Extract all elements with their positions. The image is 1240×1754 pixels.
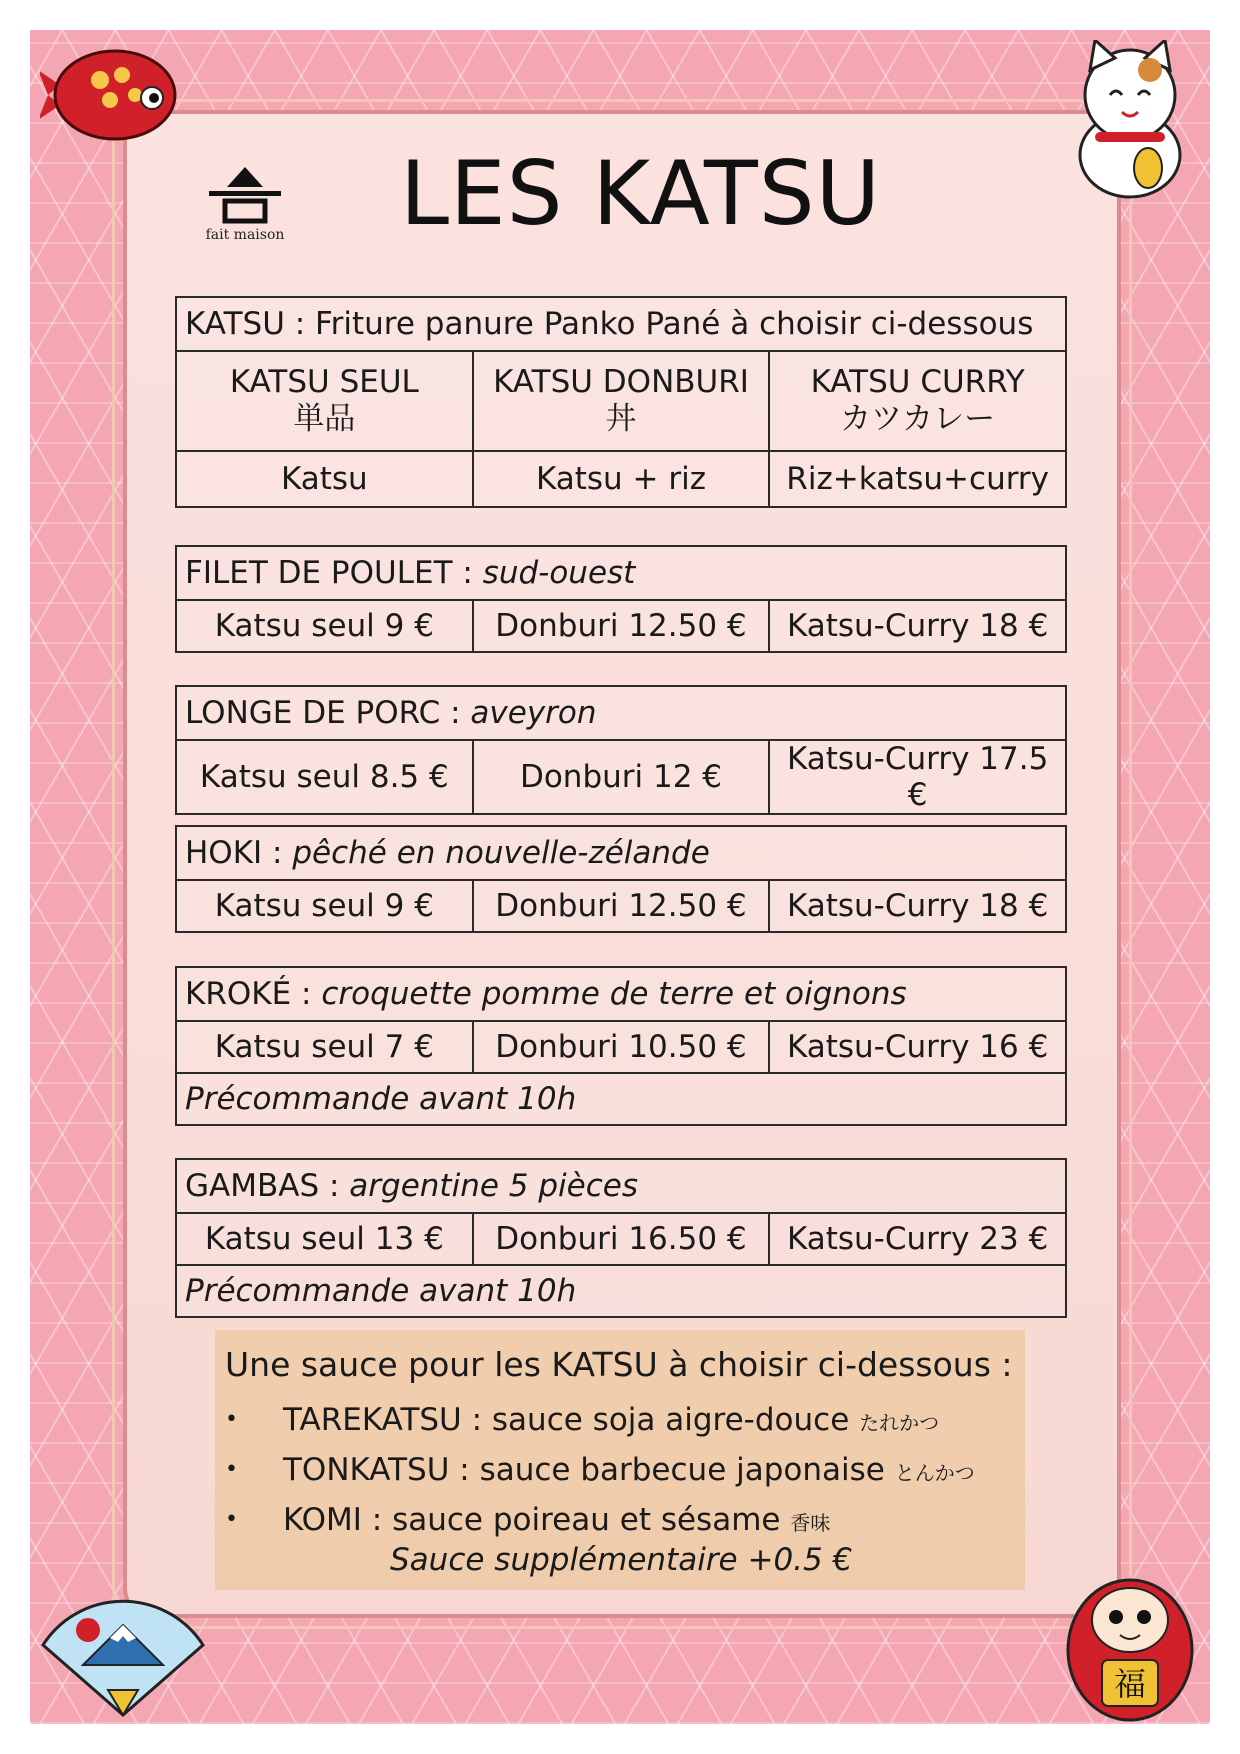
sauce-title: Une sauce pour les KATSU à choisir ci-dessous : [225, 1345, 1013, 1384]
sauce-name: TAREKATSU [283, 1402, 462, 1438]
sauce-jp: たれかつ [859, 1411, 940, 1435]
page-title: LES KATSU [400, 142, 882, 245]
item-origin: sud-ouest [482, 555, 636, 591]
price-donburi: Donburi 12.50 € [473, 600, 770, 652]
intro-header-label: KATSU [185, 306, 285, 342]
price-donburi: Donburi 12 € [473, 740, 770, 814]
item-name: GAMBAS [185, 1168, 320, 1204]
price-donburi: Donburi 12.50 € [473, 880, 770, 932]
sauce-item [225, 1495, 975, 1545]
price-katsu-curry: Katsu-Curry 17.5 € [769, 740, 1066, 814]
sauce-desc: : sauce soja aigre-douce [461, 1402, 860, 1438]
column-desc: Katsu + riz [473, 451, 770, 507]
sauce-jp: 香味 [790, 1511, 831, 1535]
column-katsu-seul [176, 351, 473, 451]
column-jp: カツカレー [840, 401, 996, 437]
price-katsu-seul: Katsu seul 7 € [176, 1021, 473, 1073]
price-katsu-seul: Katsu seul 9 € [176, 600, 473, 652]
price-katsu-seul: Katsu seul 8.5 € [176, 740, 473, 814]
preorder-note: Précommande avant 10h [176, 1265, 1066, 1317]
item-header: LONGE DE PORC : aveyron [176, 686, 1066, 740]
item-header: FILET DE POULET : sud-ouest [176, 546, 1066, 600]
column-name: KATSU DONBURI [493, 363, 749, 400]
sauce-desc: : sauce barbecue japonaise [449, 1452, 895, 1488]
price-katsu-seul: Katsu seul 13 € [176, 1213, 473, 1265]
item-header: KROKÉ : croquette pomme de terre et oignons [176, 967, 1066, 1021]
column-desc: Riz+katsu+curry [769, 451, 1066, 507]
price-katsu-curry: Katsu-Curry 18 € [769, 600, 1066, 652]
item-table-hoki [175, 825, 1067, 933]
column-jp: 丼 [605, 401, 637, 437]
koi-fish-icon [40, 40, 180, 150]
item-name: LONGE DE PORC [185, 695, 441, 731]
intro-header [176, 297, 1066, 351]
item-name: KROKÉ [185, 976, 292, 1012]
preorder-note: Précommande avant 10h [176, 1073, 1066, 1125]
maneki-neko-icon [1060, 40, 1200, 200]
sauce-desc: : sauce poireau et sésame [361, 1502, 791, 1538]
item-origin: aveyron [470, 695, 597, 731]
item-table-kroke [175, 966, 1067, 1126]
item-name: FILET DE POULET [185, 555, 453, 591]
column-jp: 単品 [293, 401, 356, 437]
daruma-doll-icon [1060, 1555, 1200, 1725]
item-table-poulet [175, 545, 1067, 653]
sauce-item [225, 1445, 975, 1495]
daruma-character: 福 [1113, 1665, 1147, 1703]
item-table-gambas [175, 1158, 1067, 1318]
house-logo-icon [205, 165, 285, 225]
column-name: KATSU SEUL [229, 363, 419, 400]
sauce-list [225, 1395, 975, 1545]
price-donburi: Donburi 10.50 € [473, 1021, 770, 1073]
price-donburi: Donburi 16.50 € [473, 1213, 770, 1265]
price-katsu-curry: Katsu-Curry 18 € [769, 880, 1066, 932]
sauce-name: KOMI [283, 1502, 362, 1538]
fait-maison-logo [195, 165, 295, 243]
mount-fuji-fan-icon [38, 1590, 208, 1720]
item-table-porc [175, 685, 1067, 815]
item-origin: pêché en nouvelle-zélande [292, 835, 710, 871]
sauce-item [225, 1395, 975, 1445]
item-origin: croquette pomme de terre et oignons [321, 976, 907, 1012]
extra-sauce-price: Sauce supplémentaire +0.5 € [390, 1542, 853, 1578]
katsu-intro-table [175, 296, 1067, 508]
sauce-name: TONKATSU [283, 1452, 450, 1488]
price-katsu-seul: Katsu seul 9 € [176, 880, 473, 932]
column-name: KATSU CURRY [810, 363, 1025, 400]
intro-header-desc: : Friture panure Panko Pané à choisir ci-dessous [284, 306, 1034, 342]
sauce-jp: とんかつ [894, 1461, 975, 1485]
column-katsu-curry [769, 351, 1066, 451]
column-desc: Katsu [176, 451, 473, 507]
item-origin: argentine 5 pièces [349, 1168, 638, 1204]
price-katsu-curry: Katsu-Curry 16 € [769, 1021, 1066, 1073]
logo-text: fait maison [205, 227, 285, 243]
price-katsu-curry: Katsu-Curry 23 € [769, 1213, 1066, 1265]
item-header: HOKI : pêché en nouvelle-zélande [176, 826, 1066, 880]
column-katsu-donburi [473, 351, 770, 451]
item-header: GAMBAS : argentine 5 pièces [176, 1159, 1066, 1213]
item-name: HOKI [185, 835, 263, 871]
